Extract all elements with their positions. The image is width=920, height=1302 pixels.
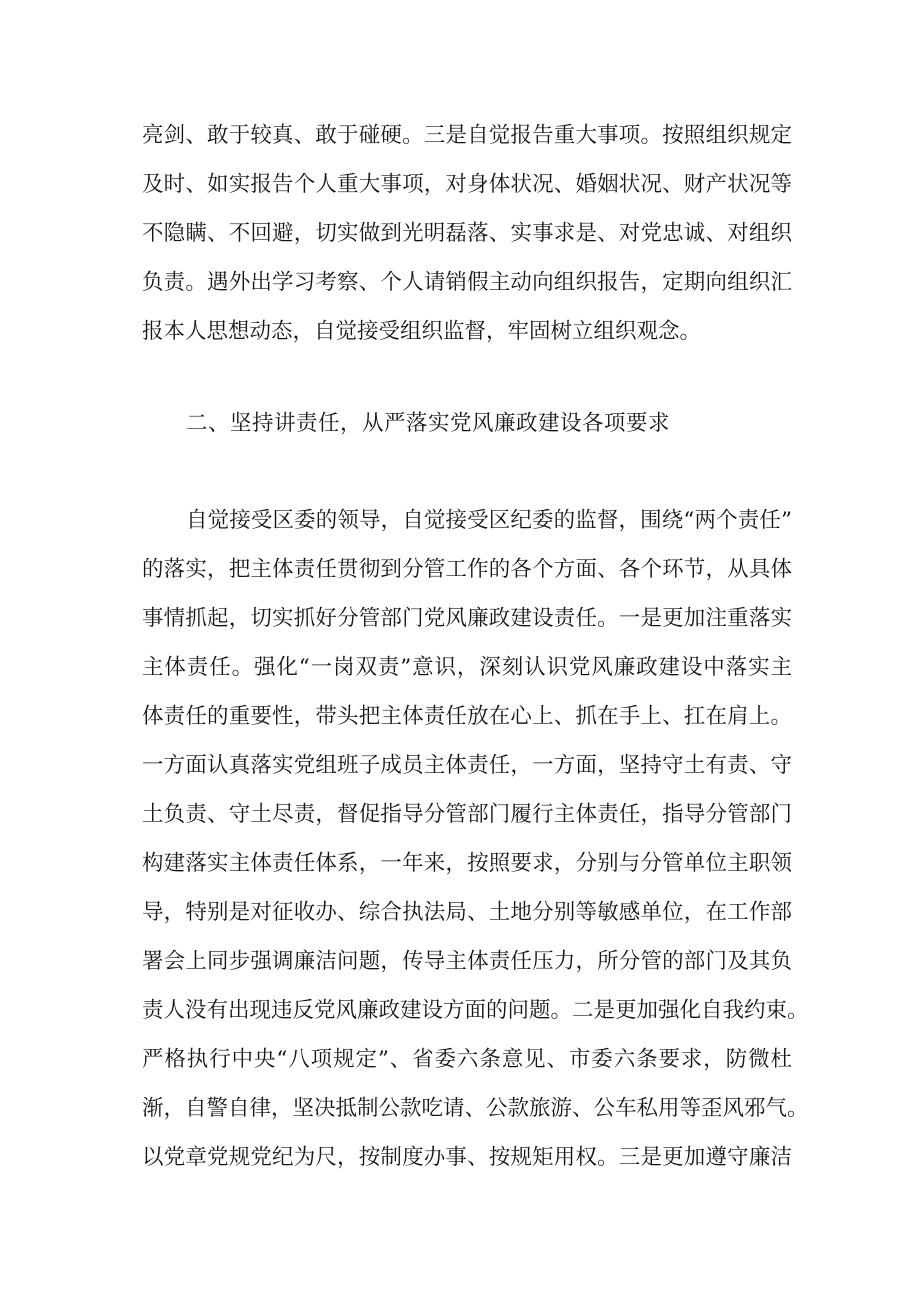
paragraph-line: 及时、如实报告个人重大事项，对身体状况、婚姻状况、财产状况等	[142, 172, 792, 197]
paragraph-line: 以党章党规党纪为尺，按制度办事、按规矩用权。三是更加遵守廉洁	[142, 1145, 792, 1170]
paragraph-line: 土负责、守土尽责，督促指导分管部门履行主体责任，指导分管部门	[142, 802, 792, 827]
paragraph-line: 责人没有出现违反党风廉政建设方面的问题。二是更加强化自我约束。	[142, 998, 809, 1023]
section-heading: 二、坚持讲责任，从严落实党风廉政建设各项要求	[186, 411, 671, 436]
paragraph-line: 导，特别是对征收办、综合执法局、土地分别等敏感单位，在工作部	[142, 900, 792, 925]
paragraph-line: 亮剑、敢于较真、敢于碰硬。三是自觉报告重大事项。按照组织规定	[142, 123, 792, 148]
paragraph-line: 事情抓起，切实抓好分管部门党风廉政建设责任。一是更加注重落实	[142, 606, 792, 631]
paragraph-line: 渐，自警自律，坚决抵制公款吃请、公款旅游、公车私用等歪风邪气。	[142, 1096, 809, 1121]
paragraph-line: 负责。遇外出学习考察、个人请销假主动向组织报告，定期向组织汇	[142, 270, 792, 295]
paragraph-line: 署会上同步强调廉洁问题，传导主体责任压力，所分管的部门及其负	[142, 949, 792, 974]
paragraph-line: 一方面认真落实党组班子成员主体责任，一方面，坚持守土有责、守	[142, 753, 792, 778]
paragraph-line: 构建落实主体责任体系，一年来，按照要求，分别与分管单位主职领	[142, 851, 792, 876]
paragraph-line: 主体责任。强化“一岗双责”意识，深刻认识党风廉政建设中落实主	[142, 655, 792, 680]
paragraph-line: 自觉接受区委的领导，自觉接受区纪委的监督，围绕“两个责任”	[186, 508, 792, 533]
paragraph-line: 报本人思想动态，自觉接受组织监督，牢固树立组织观念。	[142, 319, 702, 344]
paragraph-line: 体责任的重要性，带头把主体责任放在心上、抓在手上、扛在肩上。	[142, 704, 792, 729]
paragraph-line: 的落实，把主体责任贯彻到分管工作的各个方面、各个环节，从具体	[142, 557, 792, 582]
paragraph-line: 严格执行中央“八项规定”、省委六条意见、市委六条要求，防微杜	[142, 1047, 792, 1072]
paragraph-line: 不隐瞒、不回避，切实做到光明磊落、实事求是、对党忠诚、对组织	[142, 221, 792, 246]
